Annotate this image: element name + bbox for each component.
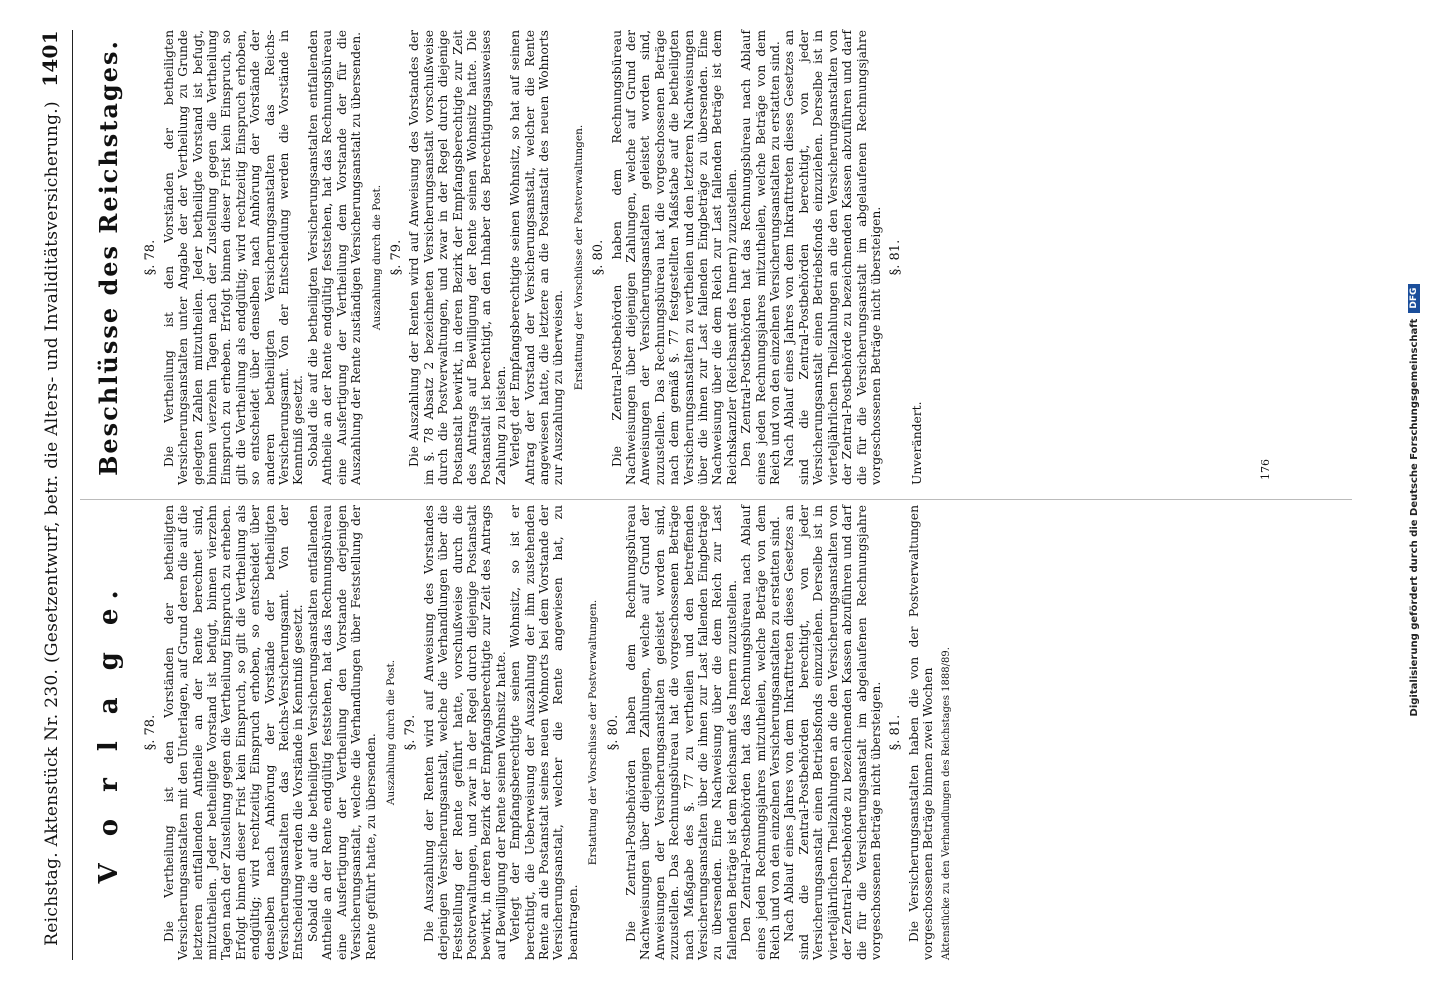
section-heading: §. 80.: [605, 714, 621, 751]
paragraph: Die Auszahlung der Renten wird auf Anweisung des Vorstandes der im §. 78 Absatz 2 bezeichneten Versicherungsanstalt vorschußweise durch die Postverwaltungen, und zwar in der Regel durch diejenige Postanstalt bewirkt, in deren Bezirk der Empfangsberechtigte zur Zeit des Antrags auf Bewilligung der Rente seinen Wohnsitz hatte. Die Postanstalt ist berechtigt, an den Inhaber des Berechtigungsausweises Zahlung zu leisten.: [407, 30, 508, 485]
paragraph: Die Versicherungsanstalten haben die von der Postverwaltungen vorgeschossenen Beträge binnen zwei Wochen: [906, 505, 936, 960]
paragraph: Verlegt der Empfangsberechtigte seinen Wohnsitz, so ist er berechtigt, die Ueberweisung der Auszahlung der ihm zustehenden Rente an die Postanstalt seines neuen Wohnorts bei dem Vorstande der Versicherungsanstalt, welcher die Rente angewiesen hat, zu beantragen.: [508, 505, 580, 960]
paragraph: Die Vertheilung ist den Vorständen der betheiligten Versicherungsanstalten mit den Unterlagen, auf Grund deren die auf die letzteren entfallenden Antheile an der Rente berechnet sind, mitzutheilen. Jeder betheiligte Vorstand ist befugt, binnen vierzehn Tagen nach der Zustellung gegen die Vertheilung Einspruch zu erheben. Erfolgt binnen dieser Frist kein Einspruch, so gilt die Vertheilung als endgültig; wird rechtzeitig Einspruch erhoben, so entscheidet über denselben nach Anhörung der Vorstände der betheiligten Versicherungsanstalten das Reichs-Versicherungsamt. Von der Entscheidung werden die Vorstände in Kenntniß gesetzt.: [161, 505, 306, 960]
section-heading: §. 81.: [888, 239, 904, 276]
paragraph: Sobald die auf die betheiligten Versicherungsanstalten entfallenden Antheile an der Rente endgültig feststehen, hat das Rechnungsbüreau eine Ausfertigung der Vertheilung dem Vorstande der für die Auszahlung der Rente zuständigen Versicherungsanstalt zu übersenden.: [305, 30, 364, 485]
paragraph: Unverändert.: [909, 401, 924, 485]
paragraph: Sobald die auf die betheiligten Versicherungsanstalten entfallenden Antheile an der Rente endgültig feststehen, hat das Rechnungsbüreau eine Ausfertigung der Vertheilung den Vorstande derjenigen Versicherungsanstalt, welche die Verhandlungen über Feststellung der Rente geführt hatte, zu übersenden.: [305, 505, 378, 960]
paragraph: Die Vertheilung ist den Vorständen der betheiligten Versicherungsanstalten unter Angabe der der Vertheilung zu Grunde gelegten Zahlen mitzutheilen. Jeder betheiligte Vorstand ist befugt, binnen vierzehn Tagen nach der Zustellung gegen die Vertheilung Einspruch zu erheben. Erfolgt binnen dieser Frist kein Einspruch, so gilt die Vertheilung als endgültig; wird rechtzeitig Einspruch erhoben, so entscheidet über denselben nach Anhörung der Vorstände der anderen betheiligten Versicherungsanstalten das Reichs-Versicherungsamt. Von der Entscheidung werden die Vorstände in Kenntniß gesetzt.: [161, 30, 306, 485]
signature-number: 176: [1259, 459, 1272, 480]
left-column-title: V o r l a g e.: [94, 581, 124, 884]
paragraph: Den Zentral-Postbehörden hat das Rechnungsbüreau nach Ablauf eines jeden Rechnungsjahres mitzutheilen, welche Beträge von dem Reich und von den einzelnen Versicherungsanstalten zu erstatten sind.: [739, 30, 783, 485]
header-title: Reichstag. Aktenstück Nr. 230. (Gesetzentwurf, betr. die Alters- und Invaliditätsversicherung.): [42, 101, 62, 946]
digitization-text: Digitalisierung gefördert durch die Deutsche Forschungsgemeinschaft: [1408, 318, 1420, 717]
section-heading: §. 78.: [143, 714, 159, 751]
paragraph: Den Zentral-Postbehörden hat das Rechnungsbüreau nach Ablauf eines jeden Rechnungsjahres mitzutheilen, welche Beträge von dem Reich und von den einzelnen Versicherungsanstalten zu erstatten sind.: [739, 505, 783, 960]
paragraph: Die Zentral-Postbehörden haben dem Rechnungsbüreau Nachweisungen über diejenigen Zahlungen, welche auf Grund der Anweisungen der Versicherungsanstalten geleistet worden sind, zuzustellen. Das Rechnungsbüreau hat die vorgeschossenen Beträge nach Maßgabe des §. 77 zu vertheilen und den betreffenden Versicherungsanstalten über die ihnen zur Last fallenden Eingbeträge zu übersenden. Eine Nachweisung über die dem Reich zur Last fallenden Beträge ist dem Reichsamt des Innern zuzustellen.: [624, 505, 739, 960]
paragraph: Nach Ablauf eines Jahres von dem Inkrafttreten dieses Gesetzes an sind die Zentral-Postbehörden berechtigt, von jeder Versicherungsanstalt einen Betriebsfonds einzuziehen. Derselbe ist in vierteljährlichen Theilzahlungen an die den Versicherungsanstalten von der Zentral-Postbehörde zu bezeichnenden Kassen abzuführen und darf die für die Versicherungsanstalt im abgelaufenen Rechnungsjahre vorgeschossenen Beträge nicht übersteigen.: [782, 30, 883, 485]
section-heading: §. 79.: [388, 239, 404, 276]
digitization-footer: [1404, 40, 1424, 960]
dfg-logo: DFG: [1408, 284, 1420, 313]
right-column: [80, 30, 936, 485]
paragraph: Verlegt der Empfangsberechtigte seinen Wohnsitz, so hat auf seinen Antrag der Vorstand der Versicherungsanstalt, welcher die Rente angewiesen hatte, die letztere an die Postanstalt des neuen Wohnorts zur Auszahlung zu überweisen.: [508, 30, 566, 485]
section-heading: §. 80.: [591, 239, 607, 276]
left-column: [80, 505, 954, 960]
section-subtitle: Auszahlung durch die Post.: [384, 659, 397, 806]
paragraph: Die Auszahlung der Renten wird auf Anweisung des Vorstandes derjenigen Versicherungsanstalt, welche die Verhandlungen über die Feststellung der Rente geführt hatte, vorschußweise durch die Postverwaltungen, und zwar in der Regel durch diejenige Postanstalt bewirkt, in deren Bezirk der Empfangsberechtigte zur Zeit des Antrags auf Bewilligung der Rente seinen Wohnsitz hatte.: [421, 505, 508, 960]
header-rule: [72, 30, 73, 960]
paragraph: Nach Ablauf eines Jahres von dem Inkrafttreten dieses Gesetzes an sind die Zentral-Postbehörden berechtigt, von jeder Versicherungsanstalt einen Betriebsfonds einzuziehen. Derselbe ist in vierteljährlichen Theilzahlungen an die den Versicherungsanstalten von der Zentral-Postbehörde zu bezeichnenden Kassen abzuführen und darf die für die Versicherungsanstalt im abgelaufenen Rechnungsjahre vorgeschossenen Beträge nicht übersteigen.: [782, 505, 883, 960]
right-column-title: Beschlüsse des Reichstages.: [94, 39, 123, 476]
section-heading: §. 81.: [888, 714, 904, 751]
section-subtitle: Auszahlung durch die Post.: [370, 184, 383, 331]
column-divider: [80, 499, 1352, 500]
page-number: 1401: [38, 30, 62, 87]
section-heading: §. 79.: [403, 714, 419, 751]
page-header: [38, 30, 68, 960]
footnote: Aktenstücke zu den Verhandlungen des Reichstages 1888/89.: [940, 647, 952, 960]
section-subtitle: Erstattung der Vorschüsse der Postverwaltungen.: [572, 124, 585, 391]
section-subtitle: Erstattung der Vorschüsse der Postverwaltungen.: [587, 599, 600, 866]
section-heading: §. 78.: [143, 239, 159, 276]
paragraph: Die Zentral-Postbehörden haben dem Rechnungsbüreau Nachweisungen über diejenigen Zahlungen, welche auf Grund der Anweisungen der Versicherungsanstalten geleistet worden sind, zuzustellen. Das Rechnungsbüreau hat die vorgeschossenen Beträge nach dem gemäß §. 77 festgestellten Maßstabe auf die betheiligten Versicherungsanstalten zu vertheilen und den letzteren Nachweisungen über die ihnen zur Last fallenden Eingbeträge zu übersenden. Eine Nachweisung über die dem Reich zur Last fallenden Beträge ist dem Reichskanzler (Reichsamt des Innern) zuzustellen.: [609, 30, 739, 485]
